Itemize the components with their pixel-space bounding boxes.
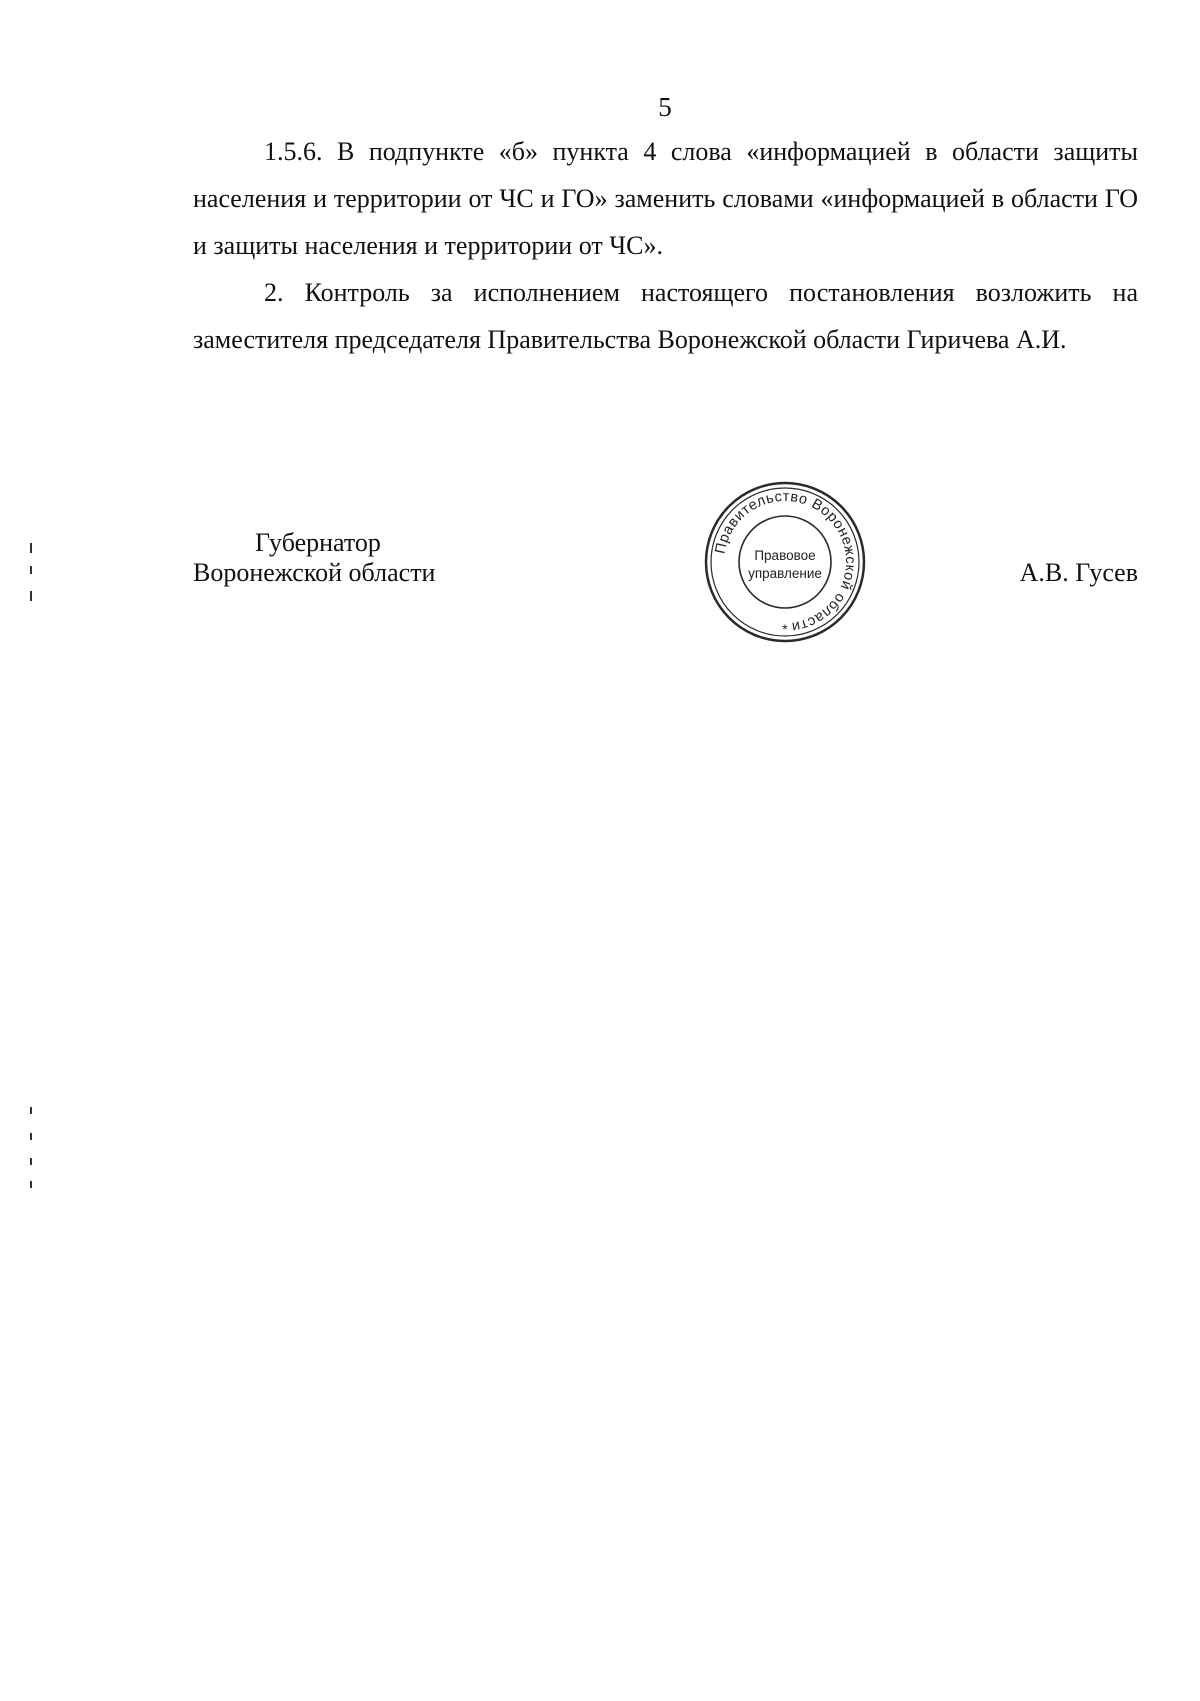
scan-artifact — [30, 1133, 32, 1140]
scan-artifact — [30, 1158, 32, 1165]
signature-block — [193, 528, 1138, 648]
paragraph-control: 2. Контроль за исполнением настоящего постановления возложить на заместителя председателя Правительства Воронежской области Гиричева А.И. — [193, 278, 1138, 354]
scan-artifact — [30, 591, 32, 601]
scan-artifact — [30, 566, 32, 574]
signatory-title-line1: Губернатор — [255, 528, 381, 557]
document-body — [193, 128, 1138, 363]
seal-center-line2: управление — [748, 566, 822, 581]
scan-artifact — [30, 1181, 32, 1188]
scan-artifact — [30, 543, 32, 553]
signatory-title-line2: Воронежской области — [193, 558, 436, 587]
seal-star: * — [782, 621, 788, 637]
signatory-title — [193, 528, 435, 588]
page-number: 5 — [658, 92, 672, 122]
scan-artifact — [30, 1107, 32, 1114]
signatory-name: А.В. Гусев — [1019, 558, 1138, 587]
seal-center-line1: Правовое — [754, 548, 816, 563]
paragraph-amendment: 1.5.6. В подпункте «б» пункта 4 слова «информацией в области защиты населения и территории от ЧС и ГО» заменить словами «информацией в области ГО и защиты населения и территории от ЧС». — [193, 137, 1138, 260]
seal-ring-text: Правительство Воронежской области — [712, 488, 859, 635]
official-seal — [704, 481, 866, 643]
